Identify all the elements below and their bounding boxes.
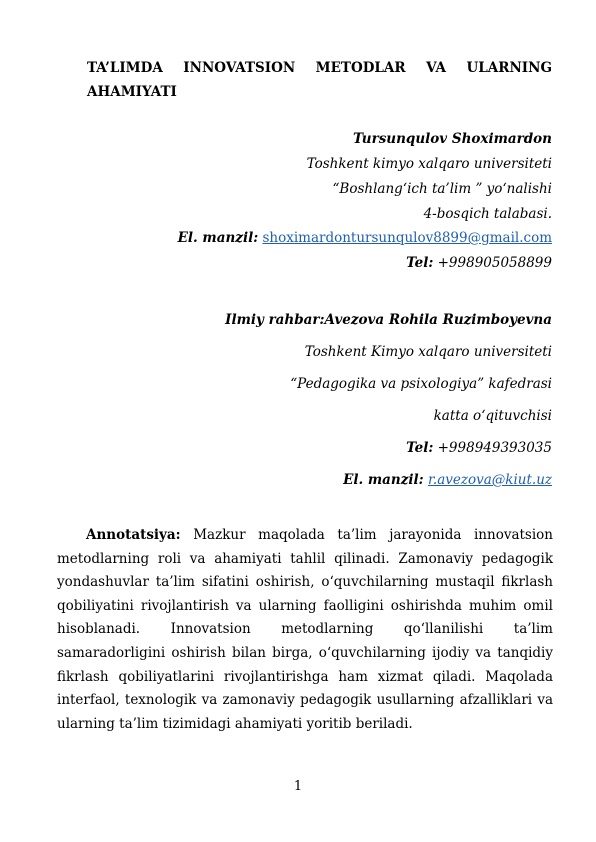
author-email-link[interactable]: shoximardontursunqulov8899@gmail.com: [262, 230, 552, 246]
supervisor-email-link[interactable]: r.avezova@kiut.uz: [427, 472, 552, 488]
page-number: 1: [293, 779, 303, 794]
author-tel: +998905058899: [437, 255, 552, 271]
paper-title: TA’LIMDA INNOVATSION METODLAR VA ULARNING AHAMIYATI: [87, 60, 552, 100]
supervisor-email-line: [343, 472, 552, 488]
supervisor-name: Ilmiy rahbar:Avezova Rohila Ruzimboyevna: [225, 312, 552, 328]
author-email-label: El. manzil:: [177, 230, 259, 246]
author-tel-line: [406, 255, 552, 271]
supervisor-position: katta o‘qituvchisi: [433, 408, 552, 424]
author-email-line: [178, 230, 552, 246]
supervisor-tel-line: [406, 440, 552, 456]
author-level: 4-bosqich talabasi.: [423, 206, 552, 222]
abstract-text: Mazkur maqolada ta’lim jarayonida innovatsion metodlarning roli va ahamiyati tahlil qilinadi. Zamonaviy pedagogik yondashuvlar ta’lim sifatini oshirish, o‘quvchilarning mustaqil fikrlash qobiliyatini rivojlantirish va ularning faolligini oshirishda muhim omil hisoblanadi. Innovatsion metodlarning qo‘llanilishi ta’lim samaradorligini oshirish bilan birga, o‘quvchilarning ijodiy va tanqidiy fikrlash qobiliyatlarini rivojlantirishga ham xizmat qiladi. Maqolada interfaol, texnologik va zamonaviy pedagogik usullarning afzalliklari va ularning ta’lim tizimidagi ahamiyati yoritib beriladi.: [57, 527, 553, 732]
author-name: Tursunqulov Shoximardon: [352, 131, 552, 147]
author-university: Toshkent kimyo xalqaro universiteti: [306, 156, 552, 172]
author-tel-label: Tel:: [406, 255, 434, 271]
author-program: “Boshlang‘ich ta’lim ” yo‘nalishi: [332, 181, 552, 197]
abstract-label: Annotatsiya:: [86, 527, 181, 543]
supervisor-tel-label: Tel:: [406, 440, 434, 456]
supervisor-email-label: El. manzil:: [343, 472, 424, 488]
supervisor-university: Toshkent Kimyo xalqaro universiteti: [304, 344, 552, 360]
supervisor-department: “Pedagogika va psixologiya” kafedrasi: [290, 376, 552, 392]
supervisor-tel: +998949393035: [437, 440, 552, 456]
abstract-paragraph: [57, 524, 553, 736]
